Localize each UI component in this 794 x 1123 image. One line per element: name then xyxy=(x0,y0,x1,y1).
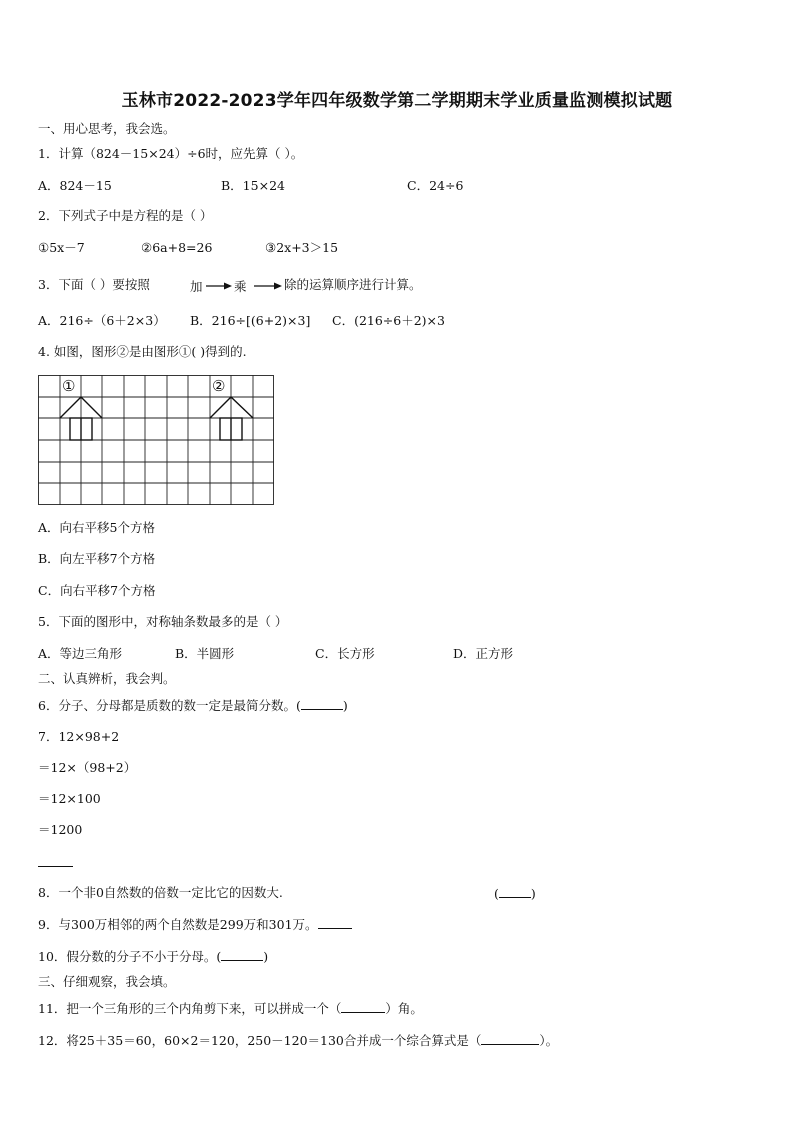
answer-blank xyxy=(341,1000,385,1013)
q3-option-b: B．216÷[(6+2)×3] xyxy=(190,313,311,328)
q5-option-c: C．长方形 xyxy=(315,646,375,661)
q5-option-b: B．半圆形 xyxy=(175,646,235,661)
q2-option-2: ②6a+8=26 xyxy=(141,240,213,255)
arrow-right-icon xyxy=(254,280,282,292)
q1-option-c: C．24÷6 xyxy=(407,178,464,193)
q5-option-d: D．正方形 xyxy=(453,646,514,661)
question-7-line-4: ＝1200 xyxy=(38,822,83,837)
q1-option-b: B．15×24 xyxy=(221,178,285,193)
question-4: 4. 如图，图形②是由图形①( )得到的. xyxy=(38,344,247,359)
question-7-line-2: ＝12×（98+2） xyxy=(38,760,137,775)
close-paren: ) xyxy=(263,949,269,964)
question-9 xyxy=(38,916,352,933)
question-3-after: 除的运算顺序进行计算。 xyxy=(284,277,422,292)
question-12-before: 12．将25＋35＝60，60×2＝120，250－120＝130合并成一个综合算式是（ xyxy=(38,1033,482,1048)
arrow-right-icon xyxy=(206,280,232,292)
open-paren: ( xyxy=(494,886,499,901)
q5-option-a: A．等边三角形 xyxy=(38,646,123,661)
question-2: 2．下列式子中是方程的是（ ） xyxy=(38,208,213,223)
q4-option-c: C．向右平移7个方格 xyxy=(38,583,156,598)
section-2-heading: 二、认真辨析，我会判。 xyxy=(38,671,176,686)
question-7-line-3: ＝12×100 xyxy=(38,791,101,806)
question-10-text: 10．假分数的分子不小于分母。( xyxy=(38,949,222,964)
close-paren: ) xyxy=(530,886,536,901)
q4-option-b: B．向左平移7个方格 xyxy=(38,551,156,566)
close-paren: ) xyxy=(342,698,348,713)
question-1: 1．计算（824－15×24）÷6时，应先算（ ）。 xyxy=(38,146,304,161)
q2-option-3: ③2x+3＞15 xyxy=(265,240,339,255)
question-6-text: 6．分子、分母都是质数的数一定是最简分数。( xyxy=(38,698,301,713)
house-shape-2 xyxy=(210,397,253,440)
answer-blank xyxy=(481,1032,539,1045)
question-11-after: ）角。 xyxy=(385,1001,423,1016)
q2-option-1: ①5x－7 xyxy=(38,240,85,255)
q3-option-a: A．216÷（6＋2×3） xyxy=(38,313,166,328)
question-10 xyxy=(38,948,268,965)
q4-option-a: A．向右平移5个方格 xyxy=(38,520,155,535)
question-11 xyxy=(38,1000,423,1017)
figure-label-1: ① xyxy=(62,377,76,395)
question-12-after: ）。 xyxy=(539,1033,559,1048)
q8-answer-area xyxy=(494,885,536,902)
flow-multiply-label: 乘 xyxy=(234,279,247,294)
question-7-line-1: 7．12×98+2 xyxy=(38,729,120,744)
question-5: 5．下面的图形中，对称轴条数最多的是（ ） xyxy=(38,614,288,629)
answer-blank xyxy=(221,948,263,961)
translation-grid-figure xyxy=(38,375,274,505)
question-11-before: 11．把一个三角形的三个内角剪下来，可以拼成一个（ xyxy=(38,1001,342,1016)
q7-answer-blank xyxy=(38,866,73,867)
page-title: 玉林市2022-2023学年四年级数学第二学期期末学业质量监测模拟试题 xyxy=(121,91,673,111)
question-12 xyxy=(38,1032,558,1049)
q1-option-a: A．824－15 xyxy=(38,178,112,193)
figure-label-2: ② xyxy=(212,377,226,395)
answer-blank xyxy=(499,885,531,898)
q3-option-c: C．(216÷6＋2)×3 xyxy=(332,313,445,328)
question-6 xyxy=(38,697,348,714)
section-1-heading: 一、用心思考，我会选。 xyxy=(38,121,176,136)
answer-blank xyxy=(318,916,352,929)
question-3-before: 3．下面（ ）要按照 xyxy=(38,277,150,292)
question-9-text: 9．与300万相邻的两个自然数是299万和301万。 xyxy=(38,917,318,932)
answer-blank xyxy=(301,697,343,710)
question-8: 8．一个非0自然数的倍数一定比它的因数大. xyxy=(38,885,283,900)
flow-add-label: 加 xyxy=(190,279,203,294)
section-3-heading: 三、仔细观察，我会填。 xyxy=(38,974,176,989)
